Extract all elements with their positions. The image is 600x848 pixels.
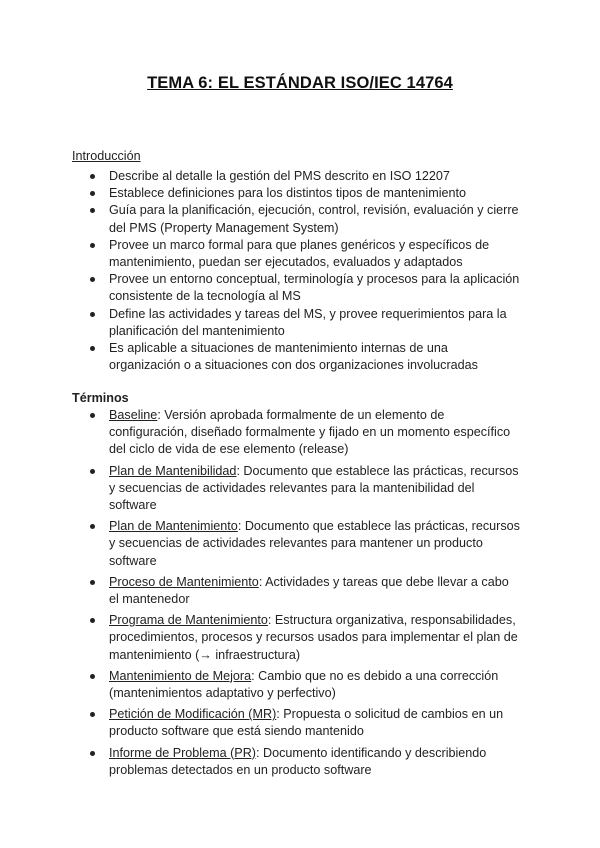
term-definition: : Documento que establece las prácticas, recursos y secuencias de actividades relevantes para la mantenibilidad del software: [109, 463, 519, 513]
term-definition: : Actividades y tareas que debe llevar a cabo el mantenedor: [109, 574, 509, 607]
bullet-icon: [90, 243, 95, 248]
term-name: Proceso de Mantenimiento: [109, 574, 259, 589]
terms-list: [0, 407, 600, 783]
list-item: [0, 306, 600, 340]
term-name: Plan de Mantenibilidad: [109, 463, 237, 478]
list-item-text: Provee un entorno conceptual, terminología y procesos para la aplicación consistente de la tecnología al MS: [109, 272, 520, 304]
term-item: [0, 706, 600, 740]
list-item-text: Describe al detalle la gestión del PMS descrito en ISO 12207: [109, 169, 450, 183]
list-item: [0, 340, 600, 374]
term-item: [0, 612, 600, 664]
term-definition: : Cambio que no es debido a una corrección (mantenimientos adaptativo y perfectivo): [109, 668, 499, 701]
list-item: [0, 185, 600, 202]
list-item-text: Define las actividades y tareas del MS, y provee requerimientos para la planificación del mantenimiento: [109, 306, 507, 338]
term-name: Mantenimiento de Mejora: [109, 668, 252, 683]
bullet-icon: [90, 580, 95, 585]
term-item: [0, 668, 600, 702]
term-item: [0, 463, 600, 515]
bullet-icon: [90, 751, 95, 756]
bullet-icon: [90, 191, 95, 196]
term-name: Baseline: [109, 408, 158, 422]
term-definition: : Propuesta o solicitud de cambios en un producto software que está siendo mantenido: [109, 707, 504, 739]
term-name: Informe de Problema (PR): [109, 745, 256, 760]
introduction-list: [0, 168, 600, 374]
bullet-icon: [90, 469, 95, 474]
term-name: Plan de Mantenimiento: [109, 519, 238, 534]
section-heading-introduction: Introducción: [72, 149, 141, 163]
list-item-text: Guía para la planificación, ejecución, control, revisión, evaluación y cierre del PMS (Property Management System): [109, 203, 519, 235]
bullet-icon: [90, 413, 95, 418]
bullet-icon: [90, 174, 95, 179]
list-item: [0, 271, 600, 305]
term-item: [0, 745, 600, 779]
section-heading-terms: Términos: [72, 391, 129, 405]
list-item-text: Provee un marco formal para que planes genéricos y específicos de mantenimiento, puedan ser ejecutados, evaluados y adaptados: [109, 237, 490, 270]
bullet-icon: [90, 346, 95, 351]
term-definition: : Documento identificando y describiendo problemas detectados en un producto software: [109, 745, 487, 777]
page-title: TEMA 6: EL ESTÁNDAR ISO/IEC 14764: [147, 74, 453, 92]
bullet-icon: [90, 712, 95, 717]
list-item: [0, 237, 600, 271]
term-item: [0, 574, 600, 608]
term-name: Petición de Modificación (MR): [109, 707, 277, 722]
bullet-icon: [90, 524, 95, 529]
bullet-icon: [90, 618, 95, 623]
bullet-icon: [90, 674, 95, 679]
term-definition: : Versión aprobada formalmente de un elemento de configuración, diseñado formalmente y fijado en un momento específico del ciclo de vida de ese elemento (release): [109, 408, 511, 457]
term-item: [0, 518, 600, 570]
term-name: Programa de Mantenimiento: [109, 613, 268, 628]
list-item: [0, 168, 600, 185]
list-item-text: Establece definiciones para los distintos tipos de mantenimiento: [109, 186, 467, 201]
term-definition: : Estructura organizativa, responsabilidades, procedimientos, procesos y recursos usados para implementar el plan de mantenimiento (→ infraestructura): [109, 613, 518, 662]
list-item-text: Es aplicable a situaciones de mantenimiento internas de una organización o a situaciones con dos organizaciones involucradas: [109, 341, 478, 373]
term-definition: : Documento que establece las prácticas, recursos y secuencias de actividades relevantes para mantener un producto software: [109, 519, 520, 568]
bullet-icon: [90, 277, 95, 282]
bullet-icon: [90, 208, 95, 213]
bullet-icon: [90, 312, 95, 317]
term-item: [0, 407, 600, 459]
list-item: [0, 202, 600, 236]
